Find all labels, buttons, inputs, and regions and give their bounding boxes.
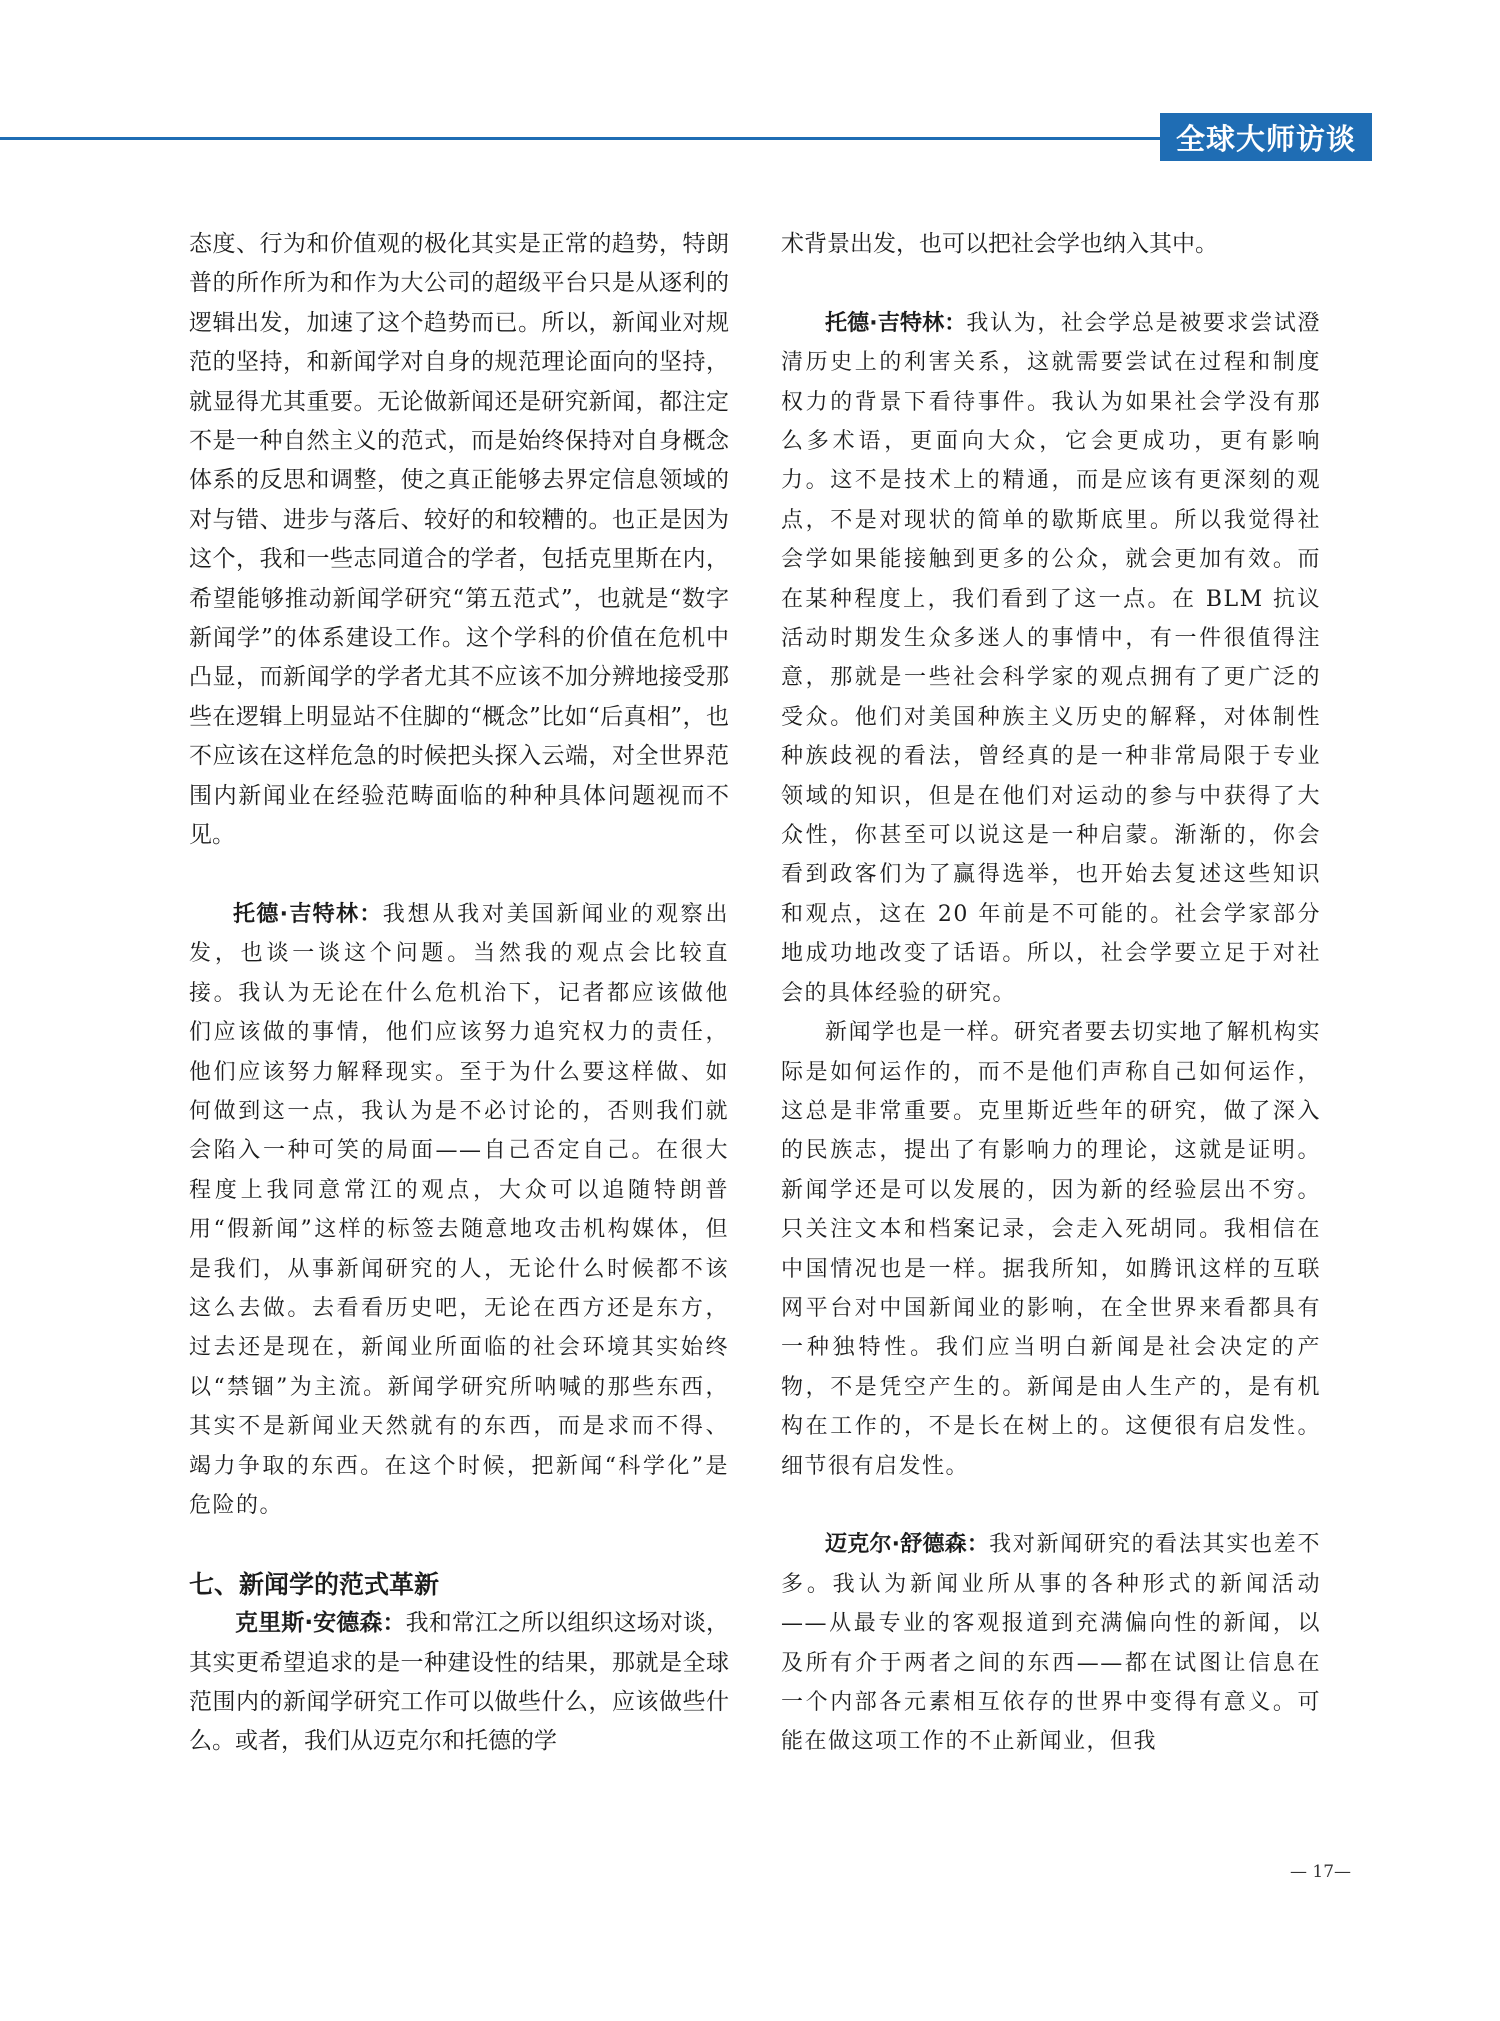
speaker-name: 迈克尔·舒德森：	[825, 1532, 990, 1558]
paragraph-gap	[781, 264, 1321, 303]
paragraph-gap	[781, 1486, 1321, 1525]
paragraph-text: 我和常江之所以组织这场对谈，其实更希望追求的是一种建设性的结果，那就是全球范围内的新闻学研究工作可以做些什么，应该做些什么。或者，我们从迈克尔和托德的学	[189, 1610, 730, 1755]
paragraph: 新闻学也是一样。研究者要去切实地了解机构实际是如何运作的，而不是他们声称自己如何运作，这总是非常重要。克里斯近些年的研究，做了深入的民族志，提出了有影响力的理论，这就是证明。新闻学还是可以发展的，因为新的经验层出不穷。只关注文本和档案记录，会走入死胡同。我相信在中国情况也是一样。据我所知，如腾讯这样的互联网平台对中国新闻业的影响，在全世界来看都具有一种独特性。我们应当明白新闻是社会决定的产物，不是凭空产生的。新闻是由人生产的，是有机构在工作的，不是长在树上的。这便很有启发性。细节很有启发性。	[781, 1020, 1321, 1479]
paragraph-gap	[189, 1525, 729, 1564]
paragraph: 态度、行为和价值观的极化其实是正常的趋势，特朗普的所作所为和作为大公司的超级平台只是从逐利的逻辑出发，加速了这个趋势而已。所以，新闻业对规范的坚持，和新闻学对自身的规范理论面向的坚持，就显得尤其重要。无论做新闻还是研究新闻，都注定不是一种自然主义的范式，而是始终保持对自身概念体系的反思和调整，使之真正能够去界定信息领域的对与错、进步与落后、较好的和较糟的。也正是因为这个，我和一些志同道合的学者，包括克里斯在内，希望能够推动新闻学研究“第五范式”，也就是“数字新闻学”的体系建设工作。这个学科的价值在危机中凸显，而新闻学的学者尤其不应该不加分辨地接受那些在逻辑上明显站不住脚的“概念”比如“后真相”，也不应该在这样危急的时候把头探入云端，对全世界范围内新闻业在经验范畴面临的种种具体问题视而不见。	[189, 231, 729, 849]
paragraph	[189, 1604, 729, 1762]
section-heading: 七、新闻学的范式革新	[189, 1569, 440, 1599]
left-column	[189, 225, 729, 1762]
paragraph: 术背景出发，也可以把社会学也纳入其中。	[781, 231, 1218, 257]
right-column	[781, 225, 1321, 1762]
speaker-name: 克里斯·安德森：	[235, 1610, 406, 1637]
paragraph-text: 我对新闻研究的看法其实也差不多。我认为新闻业所从事的各种形式的新闻活动——从最专业的客观报道到充满偏向性的新闻，以及所有介于两者之间的东西——都在试图让信息在一个内部各元素相互依存的世界中变得有意义。可能在做这项工作的不止新闻业，但我	[781, 1532, 1321, 1755]
paragraph-text: 我认为，社会学总是被要求尝试澄清历史上的利害关系，这就需要尝试在过程和制度权力的背景下看待事件。我认为如果社会学没有那么多术语，更面向大众，它会更成功，更有影响力。这不是技术上的精通，而是应该有更深刻的观点，不是对现状的简单的歇斯底里。所以我觉得社会学如果能接触到更多的公众，就会更加有效。而在某种程度上，我们看到了这一点。在 BLM 抗议活动时期发生众多迷人的事情中，有一件很值得注意，那就是一些社会科学家的观点拥有了更广泛的受众。他们对美国种族主义历史的解释，对体制性种族歧视的看法，曾经真的是一种非常局限于专业领域的知识，但是在他们对运动的参与中获得了大众性，你甚至可以说这是一种启蒙。渐渐的，你会看到政客们为了赢得选举，也开始去复述这些知识和观点，这在 20 年前是不可能的。社会学家部分地成功地改变了话语。所以，社会学要立足于对社会的具体经验的研究。	[781, 310, 1321, 1006]
paragraph-gap	[189, 856, 729, 895]
speaker-name: 托德·吉特林：	[233, 901, 383, 927]
page-number: — 17—	[1290, 1862, 1352, 1882]
paragraph	[781, 1525, 1321, 1761]
paragraph	[189, 895, 729, 1526]
section-title: 全球大师访谈	[1175, 121, 1356, 156]
paragraph-text: 我想从我对美国新闻业的观察出发，也谈一谈这个问题。当然我的观点会比较直接。我认为无论在什么危机治下，记者都应该做他们应该做的事情，他们应该努力追究权力的责任，他们应该努力解释现实。至于为什么要这样做、如何做到这一点，我认为是不必讨论的，否则我们就会陷入一种可笑的局面——自己否定自己。在很大程度上我同意常江的观点，大众可以追随特朗普用“假新闻”这样的标签去随意地攻击机构媒体，但是我们，从事新闻研究的人，无论什么时候都不该这么去做。去看看历史吧，无论在西方还是东方，过去还是现在，新闻业所面临的社会环境其实始终以“禁锢”为主流。新闻学研究所呐喊的那些东西，其实不是新闻业天然就有的东西，而是求而不得、竭力争取的东西。在这个时候，把新闻“科学化”是危险的。	[189, 901, 729, 1518]
paragraph	[781, 304, 1321, 1013]
speaker-name: 托德·吉特林：	[825, 310, 967, 336]
section-title-tab	[1160, 113, 1372, 161]
